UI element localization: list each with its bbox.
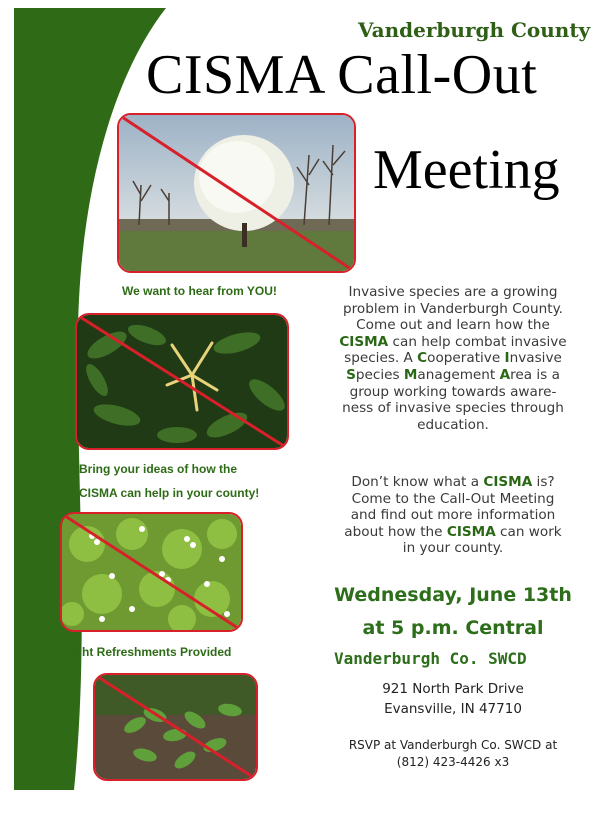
intro-paragraph: Invasive species are a growing problem in Vanderburgh County. Come out and learn how the CISMA can help combat invasive species. A Cooperative Invasive Species Management Area is a group working towards aware- ness of invasive species through education. [339, 284, 567, 433]
address-city: Evansville, IN 47710 [384, 701, 522, 717]
address-street: 921 North Park Drive [382, 681, 524, 697]
caption-light-refreshments: Light Refreshments Provided [64, 645, 232, 659]
caption-bring-ideas-line1: Bring your ideas of how the [79, 462, 238, 476]
cisma-highlight: CISMA [339, 333, 389, 350]
question-paragraph: Don’t know what a CISMA is? Come to the Call-Out Meeting and find out more information about how the CISMA can work in your county. [344, 474, 562, 557]
event-host: Vanderburgh Co. SWCD [334, 649, 527, 668]
rsvp-phone: (812) 423-4426 x3 [396, 755, 510, 769]
photo-flowering-pear-tree [117, 113, 356, 273]
photo-honeysuckle [75, 313, 289, 450]
photo-garlic-mustard [60, 512, 243, 632]
caption-bring-ideas-line2: CISMA can help in your county! [79, 486, 260, 500]
caption-hear-from-you: We want to hear from YOU! [122, 284, 277, 298]
photo-invasive-seedling [93, 673, 258, 781]
page-title: CISMA Call-Out [146, 44, 538, 106]
rsvp-line1: RSVP at Vanderburgh Co. SWCD at [348, 738, 558, 752]
event-time: at 5 p.m. Central [362, 617, 544, 639]
event-date: Wednesday, June 13th [334, 584, 572, 606]
county-name: Vanderburgh County [358, 18, 591, 42]
page-title-meeting: Meeting [373, 139, 560, 201]
